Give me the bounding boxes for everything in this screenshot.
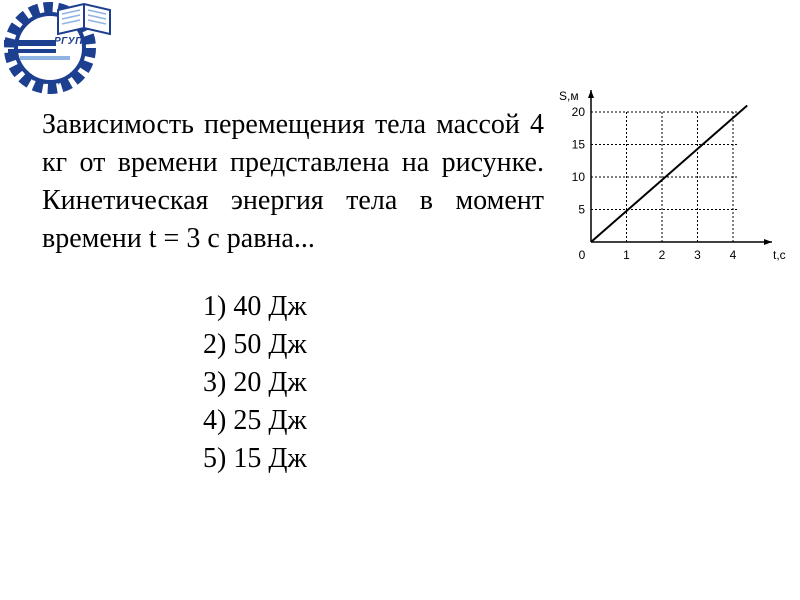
y-axis-arrow-icon (588, 90, 594, 98)
answer-option: 1) 40 Дж (203, 291, 307, 322)
y-tick-label: 5 (578, 202, 585, 217)
answer-option: 3) 20 Дж (203, 367, 307, 398)
y-tick-label: 15 (571, 137, 585, 152)
y-tick-label: 10 (571, 170, 585, 184)
x-tick-label: 2 (658, 248, 666, 262)
x-tick-label: 4 (729, 248, 737, 262)
series-line (591, 106, 747, 243)
x-axis-arrow-icon (764, 239, 772, 245)
origin-label: 0 (578, 248, 586, 262)
university-logo (0, 0, 118, 96)
problem-statement: Зависимость перемещения тела массой 4 кг от времени представлена на рисунке. Кинетическая энергия тела в момент времени t = 3 с равна... (42, 109, 544, 254)
x-tick-label: 1 (623, 248, 630, 262)
displacement-time-chart (550, 82, 800, 264)
answer-option: 2) 50 Дж (203, 329, 307, 360)
answer-option: 4) 25 Дж (203, 405, 307, 436)
x-axis-label: t,c (773, 248, 786, 262)
x-tick-label: 3 (694, 248, 701, 262)
logo-arc-text: РОСТОВ-НА-ДОНУ (22, 70, 75, 87)
answer-options (203, 288, 307, 478)
answer-option: 5) 15 Дж (203, 443, 307, 474)
y-tick-label: 20 (571, 105, 585, 119)
logo-abbreviation: РГУПС (54, 36, 91, 47)
y-axis-label: S,м (559, 89, 579, 103)
